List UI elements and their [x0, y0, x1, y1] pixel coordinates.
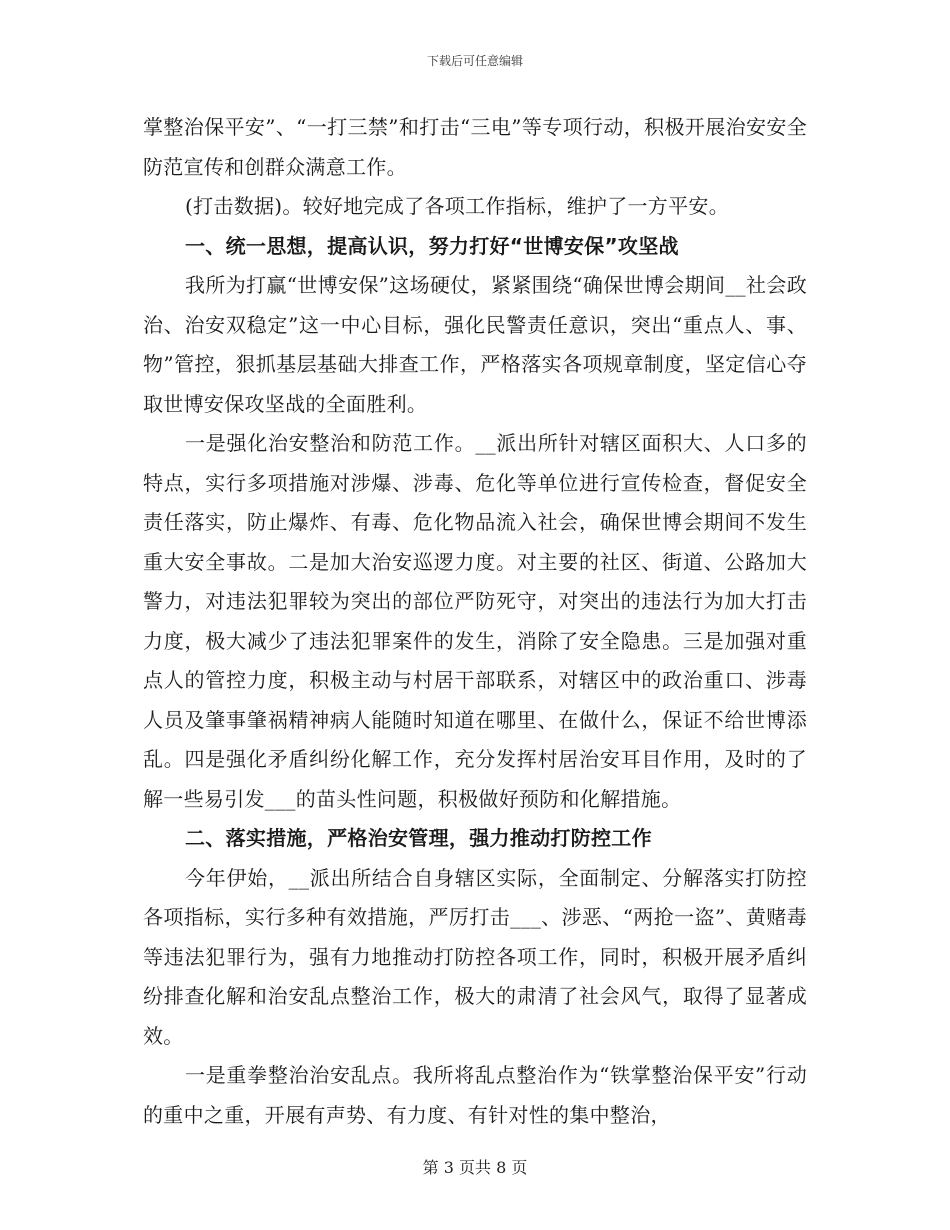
section-heading-2: 二、落实措施，严格治安管理，强力推动打防控工作 — [185, 826, 652, 850]
document-body — [143, 108, 807, 1135]
page-header: 下载后可任意编辑 — [426, 54, 523, 68]
paragraph-strike-data: (打击数据)。较好地完成了各项工作指标，维护了一方平安。 — [185, 194, 730, 218]
paragraph-expo-security: 我所为打赢“世博安保”这场硬仗，紧紧围绕“确保世博会期间__社会政治、治安双稳定”这一中心目标，强化民警责任意识，突出“重点人、事、物”管控，狠抓基层基础大排查工作，严格落实各项规章制度，坚定信心夺取世博安保攻坚战的全面胜利。 — [143, 273, 807, 416]
paragraph-prevention-control: 今年伊始，__派出所结合自身辖区实际，全面制定、分解落实打防控各项指标，实行多种有效措施，严厉打击___、涉恶、“两抢一盗”、黄赌毒等违法犯罪行为，强有力地推动打防控各项工作，同时，积极开展矛盾纠纷排查化解和治安乱点整治工作，极大的肃清了社会风气，取得了显著成效。 — [143, 865, 807, 1048]
paragraph-continuation: 掌整治保平安”、“一打三禁”和打击“三电”等专项行动，积极开展治安安全防范宣传和创群众满意工作。 — [143, 115, 807, 179]
paragraph-security-measures: 一是强化治安整治和防范工作。__派出所针对辖区面积大、人口多的特点，实行多项措施对涉爆、涉毒、危化等单位进行宣传检查，督促安全责任落实，防止爆炸、有毒、危化物品流入社会，确保世博会期间不发生重大安全事故。二是加大治安巡逻力度。对主要的社区、街道、公路加大警力，对违法犯罪较为突出的部位严防死守，对突出的违法行为加大打击力度，极大减少了违法犯罪案件的发生，消除了安全隐患。三是加强对重点人的管控力度，积极主动与村居干部联系，对辖区中的政治重口、涉毒人员及肇事肇祸精神病人能随时知道在哪里、在做什么，保证不给世博添乱。四是强化矛盾纠纷化解工作，充分发挥村居治安耳目作用，及时的了解一些易引发___的苗头性问题，积极做好预防和化解措施。 — [143, 431, 807, 811]
paragraph-hotspot-rectification: 一是重拳整治治安乱点。我所将乱点整治作为“铁掌整治保平安”行动的重中之重，开展有声势、有力度、有针对性的集中整治， — [143, 1063, 807, 1127]
page-footer: 第 3 页共 8 页 — [422, 1158, 528, 1177]
section-heading-1: 一、统一思想，提高认识，努力打好“世博安保”攻坚战 — [185, 233, 679, 258]
